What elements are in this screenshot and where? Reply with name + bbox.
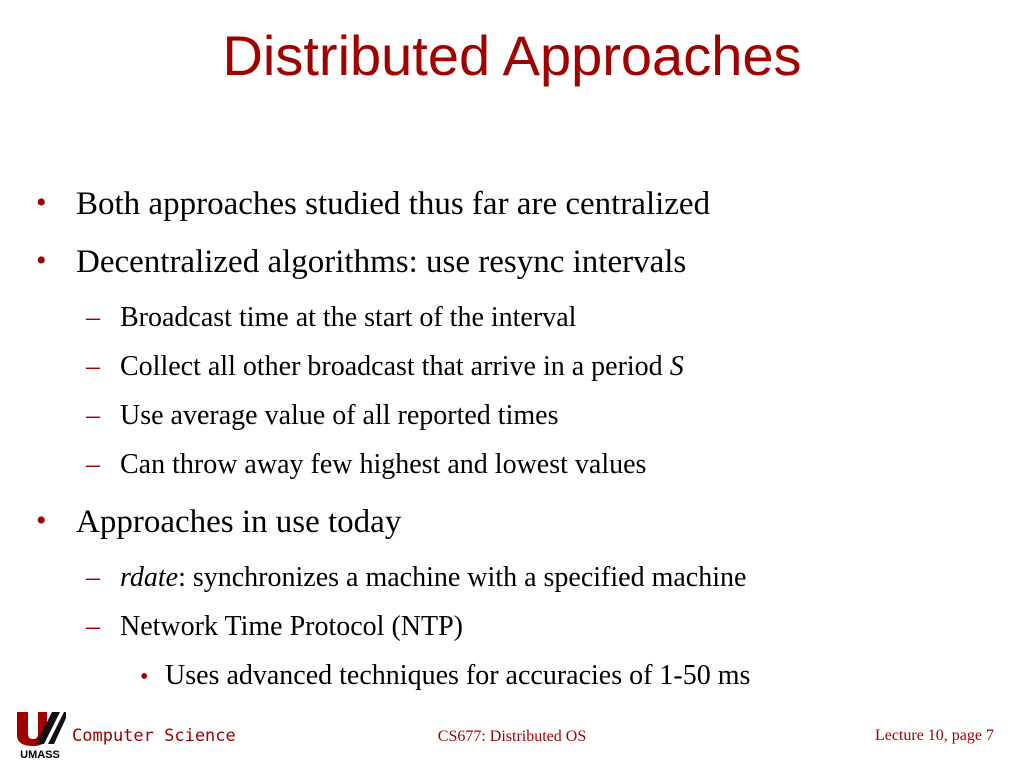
dash-marker: – <box>86 562 100 593</box>
bullet-text: Decentralized algorithms: use resync intervals <box>76 244 687 280</box>
sub-bullet-collect <box>34 351 994 400</box>
course-label: CS677: Distributed OS <box>437 728 587 745</box>
sub-bullet-text: : synchronizes a machine with a specified machine <box>178 562 747 593</box>
sub-sub-bullet-text: Uses advanced techniques for accuracies of 1-50 ms <box>165 660 751 691</box>
sub-bullet-broadcast <box>34 302 994 351</box>
page-number: Lecture 10, page 7 <box>874 727 994 744</box>
sub-bullet-average <box>34 400 994 449</box>
bullet-list <box>34 186 994 708</box>
sub-bullet-text: Network Time Protocol (NTP) <box>120 611 463 642</box>
period-variable: S <box>669 351 684 382</box>
dash-marker: – <box>86 449 100 480</box>
bullet-approaches-today <box>34 504 994 562</box>
slide-footer <box>0 700 1024 768</box>
svg-text:UMASS: UMASS <box>20 749 60 760</box>
slide-title: Distributed Approaches <box>222 24 802 87</box>
bullet-centralized <box>34 186 994 244</box>
bullet-marker: • <box>140 664 149 690</box>
sub-bullet-text: Can throw away few highest and lowest values <box>120 449 647 480</box>
sub-bullet-text: Use average value of all reported times <box>120 400 559 431</box>
bullet-text: Both approaches studied thus far are centralized <box>76 186 711 222</box>
department-label: Computer Science <box>72 726 236 746</box>
sub-bullet-rdate <box>34 562 994 611</box>
rdate-command: rdate <box>120 562 179 593</box>
dash-marker: – <box>86 611 100 642</box>
dash-marker: – <box>86 400 100 431</box>
sub-bullet-ntp <box>34 611 994 660</box>
sub-bullet-throw-away <box>34 449 994 498</box>
sub-bullet-text: Collect all other broadcast that arrive in a period <box>120 351 670 382</box>
bullet-marker: • <box>36 244 47 277</box>
bullet-marker: • <box>36 504 47 537</box>
dash-marker: – <box>86 351 100 382</box>
bullet-text: Approaches in use today <box>76 504 402 540</box>
bullet-decentralized <box>34 244 994 302</box>
bullet-marker: • <box>36 186 47 219</box>
sub-bullet-text: Broadcast time at the start of the interval <box>120 302 577 333</box>
dash-marker: – <box>86 302 100 333</box>
